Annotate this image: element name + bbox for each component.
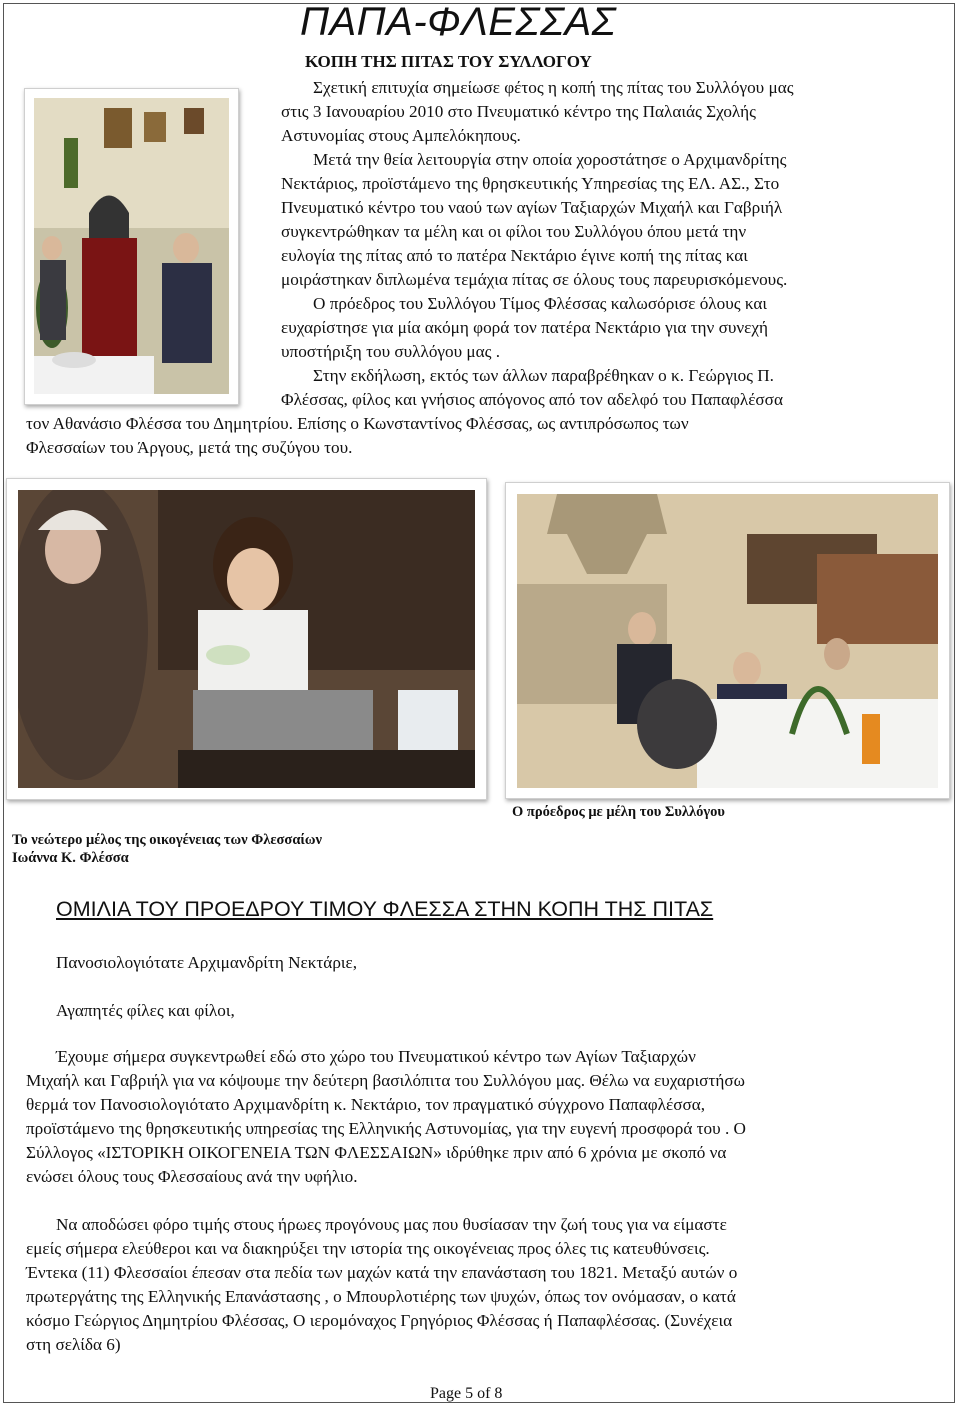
article-line: Αστυνομίας στους Αμπελόκηπους. (281, 126, 521, 145)
article-line: ευχαρίστησε για μία ακόμη φορά τον πατέρα Νεκτάριο για την συνεχή (281, 318, 768, 337)
article-line: Πνευματικό κέντρο του ναού των αγίων Ταξιαρχών Μιχαήλ και Γαβριήλ (281, 198, 783, 217)
page-number: Page 5 of 8 (430, 1385, 503, 1402)
speech-line: προϊστάμενο της θρησκευτικής υπηρεσίας της Ελληνικής Αστυνομίας, για την ευγενή προσφορά του . Ο (26, 1119, 746, 1138)
speech-line: Έντεκα (11) Φλεσσαίοι έπεσαν στα πεδία των μαχών κατά την επανάσταση του 1821. Μεταξύ αυτών ο (26, 1263, 738, 1282)
article-line: μοιράστηκαν διπλωμένα τεμάχια πίτας σε όλους τους παρευρισκόμενους. (281, 270, 788, 289)
page-title: ΠΑΠΑ-ΦΛΕΣΣΑΣ (300, 0, 617, 44)
speech-salutation: Αγαπητές φίλες και φίλοι, (56, 1001, 235, 1020)
speech-title: ΟΜΙΛΙΑ ΤΟΥ ΠΡΟΕΔΡΟΥ ΤΙΜΟΥ ΦΛΕΣΣΑ ΣΤΗΝ ΚΟΠΗ ΤΗΣ ΠΙΤΑΣ (56, 897, 714, 921)
caption-youngest-member: Το νεώτερο μέλος της οικογένειας των Φλεσσαίων (12, 832, 322, 848)
speech-line: κόσμο Γεώργιος Δημητρίου Φλέσσας, Ο ιερομόναχος Γρηγόριος Φλέσσας ή Παπαφλέσσας. (Συνέχεια (26, 1311, 733, 1330)
speech-line: Μιχαήλ και Γαβριήλ για να κόψουμε την δεύτερη βασιλόπιτα του Συλλόγου μας. Θέλω να ευχαριστήσω (26, 1071, 745, 1090)
caption-president-members: Ο πρόεδρος με μέλη του Συλλόγου (512, 804, 725, 820)
article-line: Μετά την θεία λειτουργία στην οποία χοροστάτησε ο Αρχιμανδρίτης (313, 150, 787, 169)
section-subtitle: ΚΟΠΗ ΤΗΣ ΠΙΤΑΣ ΤΟΥ ΣΥΛΛΟΓΟΥ (305, 52, 592, 71)
photo-youngest-member (6, 478, 487, 800)
article-line: Στην εκδήλωση, εκτός των άλλων παραβρέθηκαν ο κ. Γεώργιος Π. (313, 366, 774, 385)
speech-line: Να αποδώσει φόρο τιμής στους ήρωες προγόνους μας που θυσίασαν την ζωή τους για να είμαστε (56, 1215, 727, 1234)
speech-line: στη σελίδα 6) (26, 1335, 121, 1354)
article-line: Νεκτάριος, προϊστάμενο της θρησκευτικής Υπηρεσίας της ΕΛ. ΑΣ., Στο (281, 174, 780, 193)
article-line: στις 3 Ιανουαρίου 2010 στο Πνευματικό κέντρο της Παλαιάς Σχολής (281, 102, 756, 121)
photo-president-members (505, 482, 950, 799)
article-line: Φλεσσαίων του Άργους, μετά της συζύγου του. (26, 438, 353, 457)
speech-line: Σύλλογος «ΙΣΤΟΡΙΚΗ ΟΙΚΟΓΕΝΕΙΑ ΤΩΝ ΦΛΕΣΣΑΙΩΝ» ιδρύθηκε πριν από 6 χρόνια με σκοπό να (26, 1143, 727, 1162)
article-line: Ο πρόεδρος του Συλλόγου Τίμος Φλέσσας καλωσόρισε όλους και (313, 294, 767, 313)
article-line: Σχετική επιτυχία σημείωσε φέτος η κοπή της πίτας του Συλλόγου μας (313, 78, 794, 97)
speech-line: εμείς σήμερα ελεύθεροι και να διακηρύξει την ιστορία της οικογένειας προς όλες τις κατευθύνσεις. (26, 1239, 710, 1258)
speech-line: ενώσει όλους τους Φλεσσαίους ανά την υφήλιο. (26, 1167, 358, 1186)
photo-archimandrite-members (24, 88, 239, 405)
speech-line: πρωτεργάτης της Ελληνικής Επανάστασης , ο Μπουρλοτιέρης των ψυχών, όπως τον ονόμασαν, ο κατά (26, 1287, 736, 1306)
article-line: ευλογία της πίτας από το πατέρα Νεκτάριο έγινε κοπή της πίτας και (281, 246, 748, 265)
caption-youngest-member-name: Ιωάννα Κ. Φλέσσα (12, 850, 129, 866)
speech-line: Έχουμε σήμερα συγκεντρωθεί εδώ στο χώρο του Πνευματικού κέντρο των Αγίων Ταξιαρχών (56, 1047, 696, 1066)
article-line: συγκεντρώθηκαν τα μέλη και οι φίλοι του Συλλόγου όπου μετά την (281, 222, 747, 241)
speech-salutation: Πανοσιολογιότατε Αρχιμανδρίτη Νεκτάριε, (56, 953, 358, 972)
speech-line: θερμά τον Πανοσιολογιότατο Αρχιμανδρίτη κ. Νεκτάριο, τον πραγματικό σύγχρονο Παπαφλέσσα, (26, 1095, 706, 1114)
article-line: τον Αθανάσιο Φλέσσα του Δημητρίου. Επίσης ο Κωνσταντίνος Φλέσσας, ως αντιπρόσωπος των (26, 414, 689, 433)
article-line: υποστήριξη του συλλόγου μας . (281, 342, 501, 361)
article-line: Φλέσσας, φίλος και γνήσιος απόγονος από τον αδελφό του Παπαφλέσσα (281, 390, 783, 409)
